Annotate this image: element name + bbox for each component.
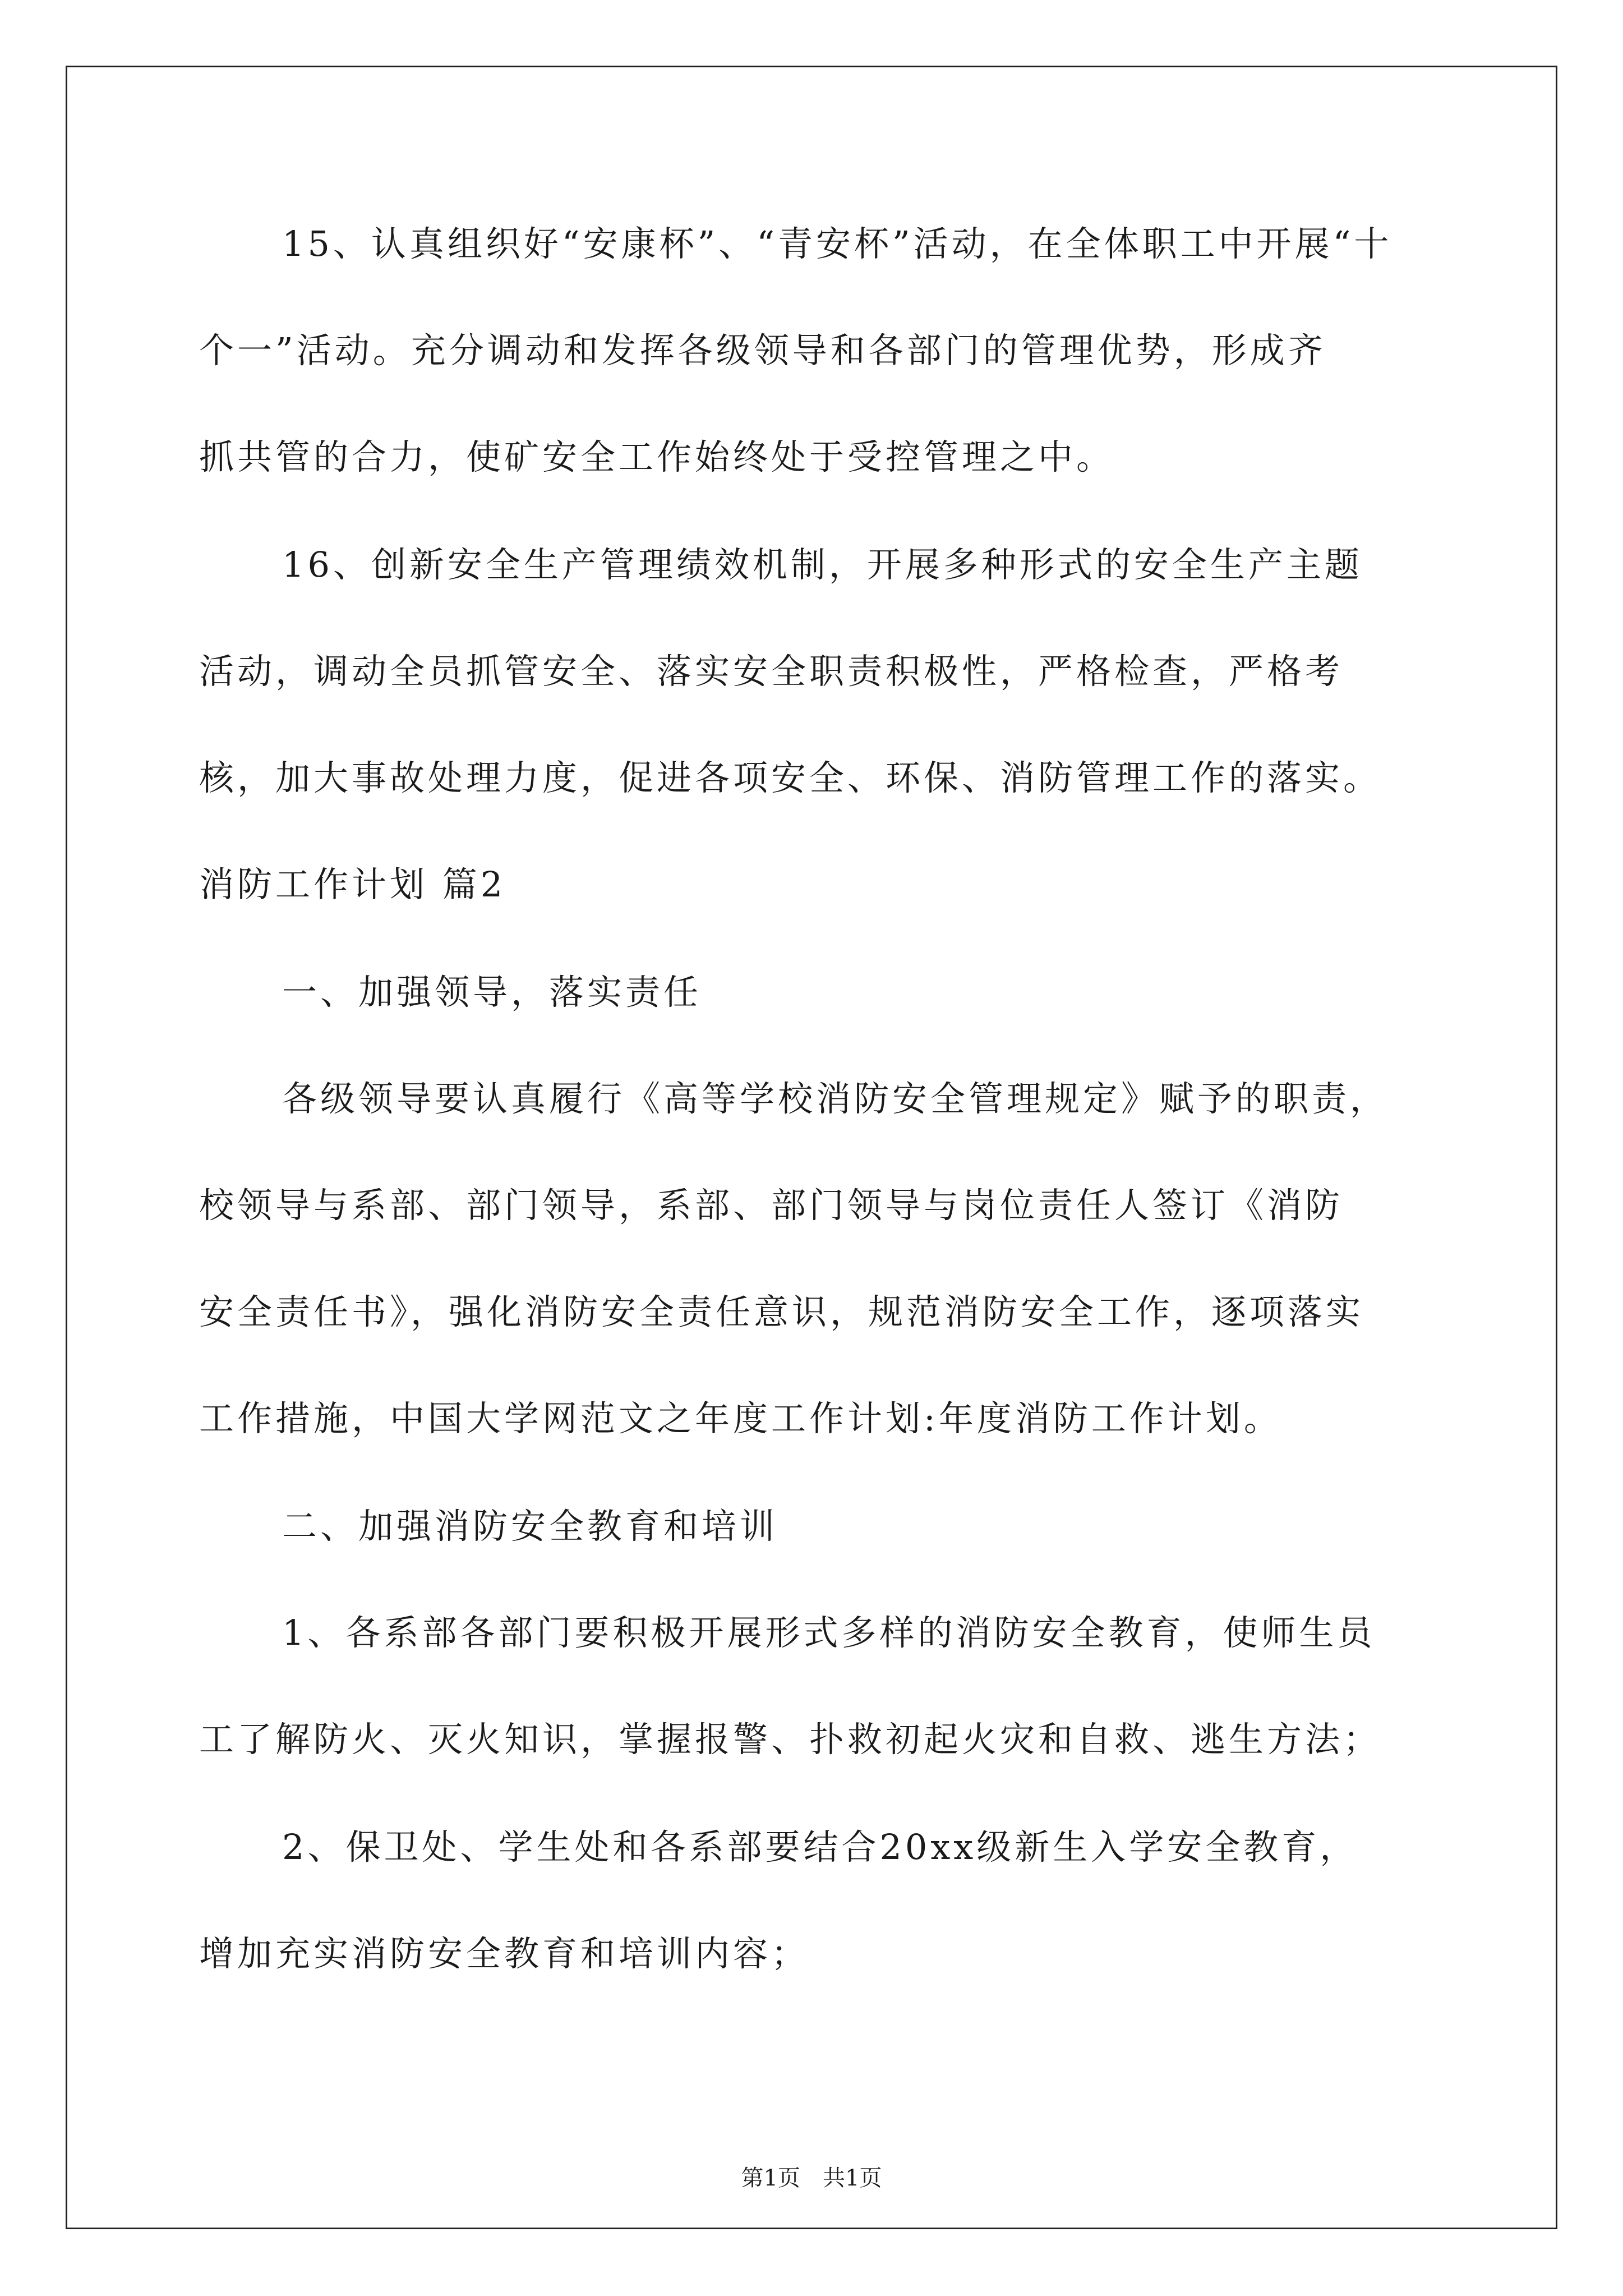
item-1-line-2: 工了解防火、灭火知识，掌握报警、扑救初起火灾和自救、逃生方法； xyxy=(199,1719,1382,1760)
paragraph-15-line-1: 15、认真组织好“安康杯”、“青安杯”活动，在全体职工中开展“十 xyxy=(282,223,1393,264)
paragraph-15-line-3: 抓共管的合力，使矿安全工作始终处于受控管理之中。 xyxy=(199,436,1115,477)
paragraph-16-line-1: 16、创新安全生产管理绩效机制，开展多种形式的安全生产主题 xyxy=(282,544,1363,585)
item-1-line-1: 1、各系部各部门要积极开展形式多样的消防安全教育，使师生员 xyxy=(282,1612,1376,1653)
item-2-line-1: 2、保卫处、学生处和各系部要结合20xx级新生入学安全教育， xyxy=(282,1826,1358,1867)
paragraph-a-line-2: 校领导与系部、部门领导，系部、部门领导与岗位责任人签订《消防 xyxy=(199,1185,1344,1226)
heading-2: 二、加强消防安全教育和培训 xyxy=(282,1506,778,1547)
section-title: 消防工作计划 篇2 xyxy=(199,864,506,905)
paragraph-16-line-3: 核，加大事故处理力度，促进各项安全、环保、消防管理工作的落实。 xyxy=(199,757,1382,798)
paragraph-15-line-2: 个一”活动。充分调动和发挥各级领导和各部门的管理优势，形成齐 xyxy=(199,330,1326,371)
item-2-line-2: 增加充实消防安全教育和培训内容； xyxy=(199,1933,810,1974)
paragraph-16-line-2: 活动，调动全员抓管安全、落实安全职责积极性，严格检查，严格考 xyxy=(199,651,1344,692)
page-border xyxy=(66,66,1557,2229)
paragraph-a-line-4: 工作措施，中国大学网范文之年度工作计划:年度消防工作计划。 xyxy=(199,1398,1282,1439)
heading-1: 一、加强领导，落实责任 xyxy=(282,972,702,1013)
page-footer: 第1页 共1页 xyxy=(741,2165,882,2191)
paragraph-a-line-3: 安全责任书》，强化消防安全责任意识，规范消防安全工作，逐项落实 xyxy=(199,1291,1364,1332)
paragraph-a-line-1: 各级领导要认真履行《高等学校消防安全管理规定》赋予的职责， xyxy=(282,1078,1389,1119)
